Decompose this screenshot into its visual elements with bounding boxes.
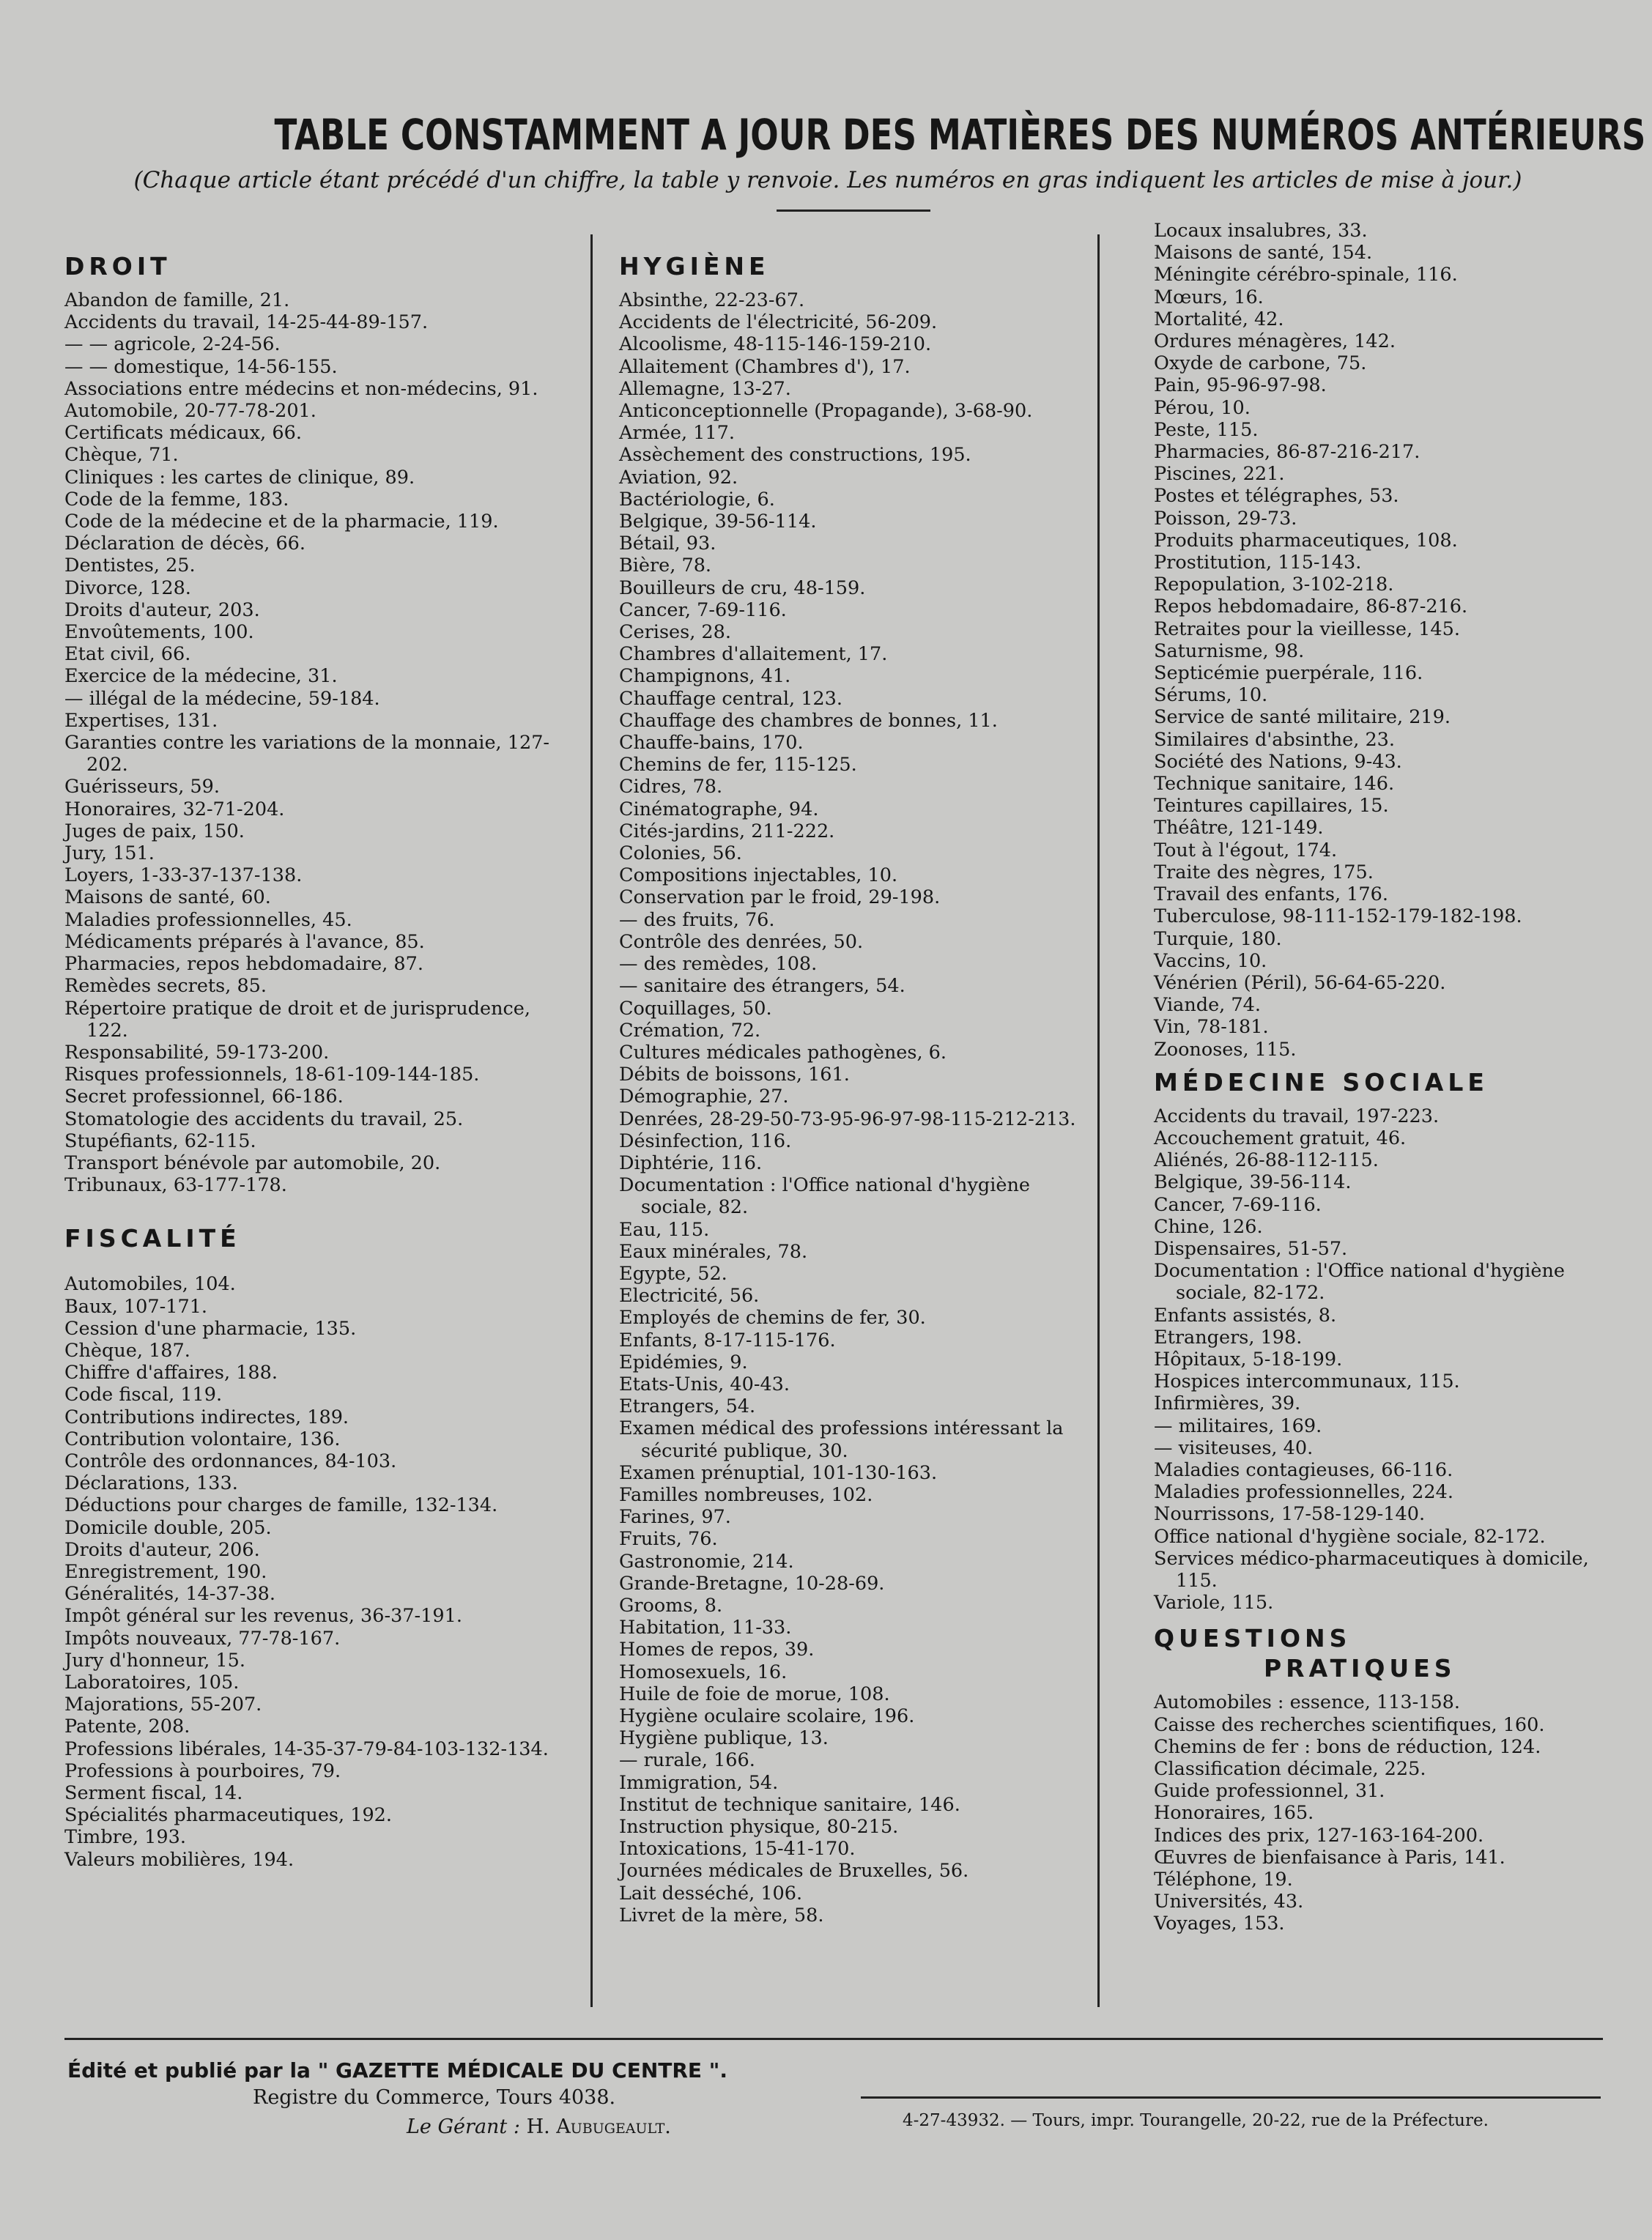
index-entry: Septicémie puerpérale, 116. — [1154, 662, 1423, 685]
index-entry: Homes de repos, 39. — [619, 1639, 815, 1661]
index-entry: Fruits, 76. — [619, 1528, 718, 1551]
index-entry: Bière, 78. — [619, 555, 712, 577]
index-entry: Documentation : l'Office national d'hygiène sociale, 82. — [619, 1174, 1030, 1219]
index-entry: Téléphone, 19. — [1154, 1869, 1293, 1891]
title-rule — [777, 209, 930, 212]
index-entry: Chèque, 71. — [64, 444, 179, 467]
index-entry: Déclarations, 133. — [64, 1472, 238, 1495]
column-divider — [1097, 234, 1100, 2007]
section-heading-questions: QUESTIONS — [1154, 1624, 1352, 1653]
index-entry: Cession d'une pharmacie, 135. — [64, 1317, 357, 1340]
footer-rule — [64, 2038, 1603, 2040]
index-entry: Immigration, 54. — [619, 1771, 779, 1794]
index-entry: Traite des nègres, 175. — [1154, 861, 1374, 883]
index-entry: Hygiène oculaire scolaire, 196. — [619, 1705, 915, 1727]
index-entry: Cinématographe, 94. — [619, 798, 819, 820]
index-entry: Répertoire pratique de droit et de jurisprudence, 122. — [64, 997, 530, 1042]
index-entry: Grande-Bretagne, 10-28-69. — [619, 1572, 885, 1595]
index-entry: Transport bénévole par automobile, 20. — [64, 1151, 441, 1174]
index-entry: Médicaments préparés à l'avance, 85. — [64, 930, 425, 953]
index-entry: Compositions injectables, 10. — [619, 864, 898, 887]
index-entry: Contrôle des denrées, 50. — [619, 930, 864, 953]
index-entry: Stomatologie des accidents du travail, 25. — [64, 1108, 464, 1130]
index-entry: Repos hebdomadaire, 86-87-216. — [1154, 596, 1468, 618]
index-entry: Chauffage des chambres de bonnes, 11. — [619, 709, 998, 732]
index-entry: Pérou, 10. — [1154, 396, 1251, 419]
index-entry: Enregistrement, 190. — [64, 1560, 267, 1583]
index-entry: Chauffe-bains, 170. — [619, 732, 804, 754]
index-entry: Chambres d'allaitement, 17. — [619, 643, 888, 666]
index-entry: Conservation par le froid, 29-198. — [619, 886, 941, 909]
index-entry: — des fruits, 76. — [619, 908, 775, 931]
index-entry: Chine, 126. — [1154, 1215, 1263, 1238]
index-entry: Baux, 107-171. — [64, 1295, 208, 1318]
index-entry: Jury d'honneur, 15. — [64, 1649, 245, 1672]
section-heading-medecine-sociale: MÉDECINE SOCIALE — [1154, 1067, 1489, 1097]
index-entry: Envoûtements, 100. — [64, 621, 254, 644]
index-entry: Contribution volontaire, 136. — [64, 1428, 341, 1450]
index-entry: Belgique, 39-56-114. — [1154, 1171, 1352, 1194]
index-entry: Turquie, 180. — [1154, 927, 1282, 950]
index-entry: Poisson, 29-73. — [1154, 507, 1297, 530]
index-entry: Maladies professionnelles, 224. — [1154, 1481, 1453, 1504]
index-entry: Mortalité, 42. — [1154, 308, 1284, 330]
index-entry: Code fiscal, 119. — [64, 1384, 223, 1406]
index-entry: Pharmacies, 86-87-216-217. — [1154, 441, 1421, 464]
index-entry: Classification décimale, 225. — [1154, 1758, 1426, 1780]
index-entry: Exercice de la médecine, 31. — [64, 665, 338, 688]
index-entry: Livret de la mère, 58. — [619, 1904, 824, 1926]
index-entry: Peste, 115. — [1154, 418, 1259, 441]
index-entry: Employés de chemins de fer, 30. — [619, 1307, 926, 1329]
index-entry: Accouchement gratuit, 46. — [1154, 1127, 1407, 1149]
index-entry: Allaitement (Chambres d'), 17. — [619, 355, 911, 378]
index-entry: Technique sanitaire, 146. — [1154, 773, 1395, 796]
index-entry: Stupéfiants, 62-115. — [64, 1130, 256, 1152]
column-divider — [590, 234, 593, 2007]
index-entry: Huile de foie de morue, 108. — [619, 1683, 890, 1705]
index-entry: Professions libérales, 14-35-37-79-84-103-132-134. — [64, 1738, 549, 1760]
section-questions-pratiques — [1154, 1691, 1630, 1935]
index-entry: Chemins de fer, 115-125. — [619, 754, 857, 776]
index-entry: Assèchement des constructions, 195. — [619, 444, 971, 467]
index-entry: — visiteuses, 40. — [1154, 1436, 1314, 1459]
index-entry: Hospices intercommunaux, 115. — [1154, 1371, 1460, 1393]
index-entry: Cidres, 78. — [619, 776, 723, 798]
index-entry: Electricité, 56. — [619, 1285, 760, 1308]
index-entry: Cités-jardins, 211-222. — [619, 820, 835, 842]
index-entry: Denrées, 28-29-50-73-95-96-97-98-115-212-213. — [619, 1108, 1076, 1130]
index-entry: Hôpitaux, 5-18-199. — [1154, 1348, 1343, 1371]
index-entry: Voyages, 153. — [1154, 1913, 1285, 1935]
section-fiscalite — [64, 1273, 577, 1870]
index-entry: Absinthe, 22-23-67. — [619, 289, 805, 311]
index-entry: Instruction physique, 80-215. — [619, 1816, 899, 1839]
index-entry: Professions à pourboires, 79. — [64, 1759, 341, 1782]
index-entry: Honoraires, 165. — [1154, 1802, 1314, 1825]
index-entry: Automobiles, 104. — [64, 1273, 236, 1296]
index-entry: Chèque, 187. — [64, 1339, 190, 1362]
index-entry: Déductions pour charges de famille, 132-134. — [64, 1494, 498, 1517]
index-entry: Laboratoires, 105. — [64, 1671, 240, 1694]
index-entry: Divorce, 128. — [64, 576, 191, 599]
index-entry: Démographie, 27. — [619, 1086, 789, 1108]
index-entry: Oxyde de carbone, 75. — [1154, 352, 1367, 375]
index-entry: Ordures ménagères, 142. — [1154, 330, 1396, 353]
index-entry: Code de la femme, 183. — [64, 488, 289, 511]
index-entry: Caisse des recherches scientifiques, 160. — [1154, 1713, 1545, 1736]
section-heading-hygiene: HYGIÈNE — [619, 252, 770, 281]
index-entry: Variole, 115. — [1154, 1592, 1274, 1614]
index-entry: Bouilleurs de cru, 48-159. — [619, 576, 866, 599]
index-entry: Dispensaires, 51-57. — [1154, 1237, 1348, 1260]
index-entry: Désinfection, 116. — [619, 1130, 792, 1152]
index-entry: Service de santé militaire, 219. — [1154, 706, 1451, 729]
index-entry: Produits pharmaceutiques, 108. — [1154, 529, 1458, 552]
index-entry: Farines, 97. — [619, 1506, 731, 1529]
index-entry: — — agricole, 2-24-56. — [64, 333, 281, 356]
registry-line: Registre du Commerce, Tours 4038. — [253, 2086, 616, 2109]
index-entry: — rurale, 166. — [619, 1749, 755, 1772]
column-2 — [619, 220, 1095, 1926]
index-entry: Egypte, 52. — [619, 1262, 727, 1285]
index-entry: Chiffre d'affaires, 188. — [64, 1362, 278, 1384]
index-entry: Secret professionnel, 66-186. — [64, 1086, 344, 1108]
index-entry: Vin, 78-181. — [1154, 1016, 1269, 1039]
index-entry: Spécialités pharmaceutiques, 192. — [64, 1804, 392, 1827]
printer-line: 4-27-43932. — Tours, impr. Tourangelle, 20-22, rue de la Préfecture. — [903, 2111, 1489, 2130]
section-heading-pratiques: PRATIQUES — [1264, 1654, 1456, 1683]
index-entry: Cultures médicales pathogènes, 6. — [619, 1041, 947, 1064]
index-entry: Anticonceptionnelle (Propagande), 3-68-90. — [619, 400, 1033, 423]
index-entry: Débits de boissons, 161. — [619, 1064, 850, 1086]
index-entry: Contrôle des ordonnances, 84-103. — [64, 1450, 397, 1472]
index-entry: Valeurs mobilières, 194. — [64, 1848, 295, 1871]
section-heading-fiscalite: FISCALITÉ — [64, 1224, 241, 1253]
index-entry: Postes et télégraphes, 53. — [1154, 485, 1399, 508]
index-entry: Zoonoses, 115. — [1154, 1038, 1297, 1061]
index-entry: Droits d'auteur, 206. — [64, 1538, 260, 1561]
index-entry: Tout à l'égout, 174. — [1154, 839, 1338, 861]
index-entry: Serment fiscal, 14. — [64, 1782, 243, 1804]
index-entry: Eaux minérales, 78. — [619, 1240, 808, 1263]
index-entry: Aviation, 92. — [619, 466, 738, 489]
index-entry: Similaires d'absinthe, 23. — [1154, 728, 1395, 751]
index-entry: Armée, 117. — [619, 422, 735, 445]
index-entry: Epidémies, 9. — [619, 1351, 748, 1373]
index-entry: Pain, 95-96-97-98. — [1154, 374, 1327, 397]
index-entry: Universités, 43. — [1154, 1891, 1304, 1913]
index-entry: Cancer, 7-69-116. — [619, 598, 787, 621]
index-entry: Etats-Unis, 40-43. — [619, 1373, 790, 1395]
index-entry: — militaires, 169. — [1154, 1414, 1322, 1437]
index-entry: Intoxications, 15-41-170. — [619, 1838, 856, 1861]
index-entry: Loyers, 1-33-37-137-138. — [64, 864, 303, 887]
index-entry: Coquillages, 50. — [619, 997, 772, 1020]
index-entry: Guide professionnel, 31. — [1154, 1780, 1385, 1803]
index-entry: Nourrissons, 17-58-129-140. — [1154, 1503, 1426, 1526]
index-entry: Enfants, 8-17-115-176. — [619, 1329, 836, 1351]
index-entry: Habitation, 11-33. — [619, 1617, 792, 1639]
index-entry: Accidents du travail, 197-223. — [1154, 1105, 1440, 1127]
index-entry: Chauffage central, 123. — [619, 687, 842, 710]
printer-rule — [861, 2096, 1601, 2099]
index-entry: Responsabilité, 59-173-200. — [64, 1041, 330, 1064]
index-entry: — des remèdes, 108. — [619, 953, 818, 976]
index-entry: Cancer, 7-69-116. — [1154, 1193, 1322, 1216]
index-entry: Pharmacies, repos hebdomadaire, 87. — [64, 953, 423, 976]
index-entry: Chemins de fer : bons de réduction, 124. — [1154, 1735, 1541, 1758]
index-entry: Maladies contagieuses, 66-116. — [1154, 1458, 1453, 1481]
index-entry: Etrangers, 54. — [619, 1395, 756, 1418]
index-entry: Journées médicales de Bruxelles, 56. — [619, 1860, 969, 1883]
index-entry: Patente, 208. — [64, 1716, 190, 1738]
index-entry: Déclaration de décès, 66. — [64, 533, 306, 555]
index-entry: Certificats médicaux, 66. — [64, 422, 302, 445]
page-title: TABLE CONSTAMMENT A JOUR DES MATIÈRES DES NUMÉROS ANTÉRIEURS — [274, 110, 1646, 160]
index-entry: Office national d'hygiène sociale, 82-172. — [1154, 1525, 1546, 1548]
index-entry: Hygiène publique, 13. — [619, 1727, 829, 1750]
index-entry: Société des Nations, 9-43. — [1154, 750, 1402, 773]
index-entry: Infirmières, 39. — [1154, 1392, 1301, 1415]
index-entry: — — domestique, 14-56-155. — [64, 355, 338, 378]
index-entry: Accidents du travail, 14-25-44-89-157. — [64, 311, 429, 334]
index-entry: Gastronomie, 214. — [619, 1550, 794, 1573]
index-entry: Enfants assistés, 8. — [1154, 1304, 1337, 1327]
index-entry: Tribunaux, 63-177-178. — [64, 1174, 287, 1197]
index-entry: Homosexuels, 16. — [619, 1661, 788, 1683]
index-entry: Repopulation, 3-102-218. — [1154, 574, 1394, 596]
index-entry: Cliniques : les cartes de clinique, 89. — [64, 466, 415, 489]
index-entry: Impôts nouveaux, 77-78-167. — [64, 1627, 341, 1650]
section-medecine-sociale — [1154, 1105, 1630, 1614]
index-entry: Travail des enfants, 176. — [1154, 883, 1388, 906]
index-entry: Vénérien (Péril), 56-64-65-220. — [1154, 971, 1446, 994]
index-entry: Majorations, 55-207. — [64, 1694, 262, 1716]
index-entry: Services médico-pharmaceutiques à domicile, 115. — [1154, 1547, 1589, 1592]
index-entry: Piscines, 221. — [1154, 463, 1285, 486]
index-entry: Aliénés, 26-88-112-115. — [1154, 1149, 1379, 1172]
index-entry: Diphtérie, 116. — [619, 1151, 763, 1174]
index-entry: Colonies, 56. — [619, 842, 742, 865]
index-entry: Saturnisme, 98. — [1154, 639, 1305, 662]
index-entry: Œuvres de bienfaisance à Paris, 141. — [1154, 1846, 1505, 1869]
section-hygiene — [619, 289, 1095, 1926]
index-entry: Timbre, 193. — [64, 1826, 186, 1849]
index-entry: Cerises, 28. — [619, 621, 731, 644]
index-entry: Maisons de santé, 60. — [64, 886, 271, 909]
index-entry: Prostitution, 115-143. — [1154, 552, 1362, 574]
index-entry: Locaux insalubres, 33. — [1154, 220, 1368, 242]
index-entry: Guérisseurs, 59. — [64, 776, 220, 798]
index-entry: Documentation : l'Office national d'hygiène sociale, 82-172. — [1154, 1260, 1565, 1305]
index-entry: Teintures capillaires, 15. — [1154, 795, 1389, 817]
index-entry: Eau, 115. — [619, 1218, 710, 1241]
index-entry: Allemagne, 13-27. — [619, 377, 791, 400]
index-entry: Automobile, 20-77-78-201. — [64, 400, 316, 423]
column-3 — [1154, 220, 1630, 1935]
index-entry: Risques professionnels, 18-61-109-144-185. — [64, 1064, 480, 1086]
publisher-line: Édité et publié par la " GAZETTE MÉDICALE DU CENTRE ". — [67, 2058, 728, 2083]
index-entry: Honoraires, 32-71-204. — [64, 798, 285, 820]
index-entry: Remèdes secrets, 85. — [64, 975, 267, 998]
index-entry: Etat civil, 66. — [64, 643, 191, 666]
index-entry: Belgique, 39-56-114. — [619, 511, 817, 533]
index-entry: Etrangers, 198. — [1154, 1326, 1303, 1349]
index-entry: — illégal de la médecine, 59-184. — [64, 687, 380, 710]
index-entry: Accidents de l'électricité, 56-209. — [619, 311, 938, 334]
index-entry: Tuberculose, 98-111-152-179-182-198. — [1154, 905, 1522, 928]
section-heading-droit: DROIT — [64, 252, 171, 281]
index-entry: Garanties contre les variations de la monnaie, 127-202. — [64, 732, 550, 776]
index-entry: — sanitaire des étrangers, 54. — [619, 975, 905, 998]
index-entry: Jury, 151. — [64, 842, 155, 865]
index-entry: Alcoolisme, 48-115-146-159-210. — [619, 333, 932, 356]
index-entry: Mœurs, 16. — [1154, 286, 1264, 308]
page-subtitle: (Chaque article étant précédé d'un chiffre, la table y renvoie. Les numéros en gras indiquent les articles de mise à jour.) — [133, 167, 1522, 193]
index-entry: Maladies professionnelles, 45. — [64, 908, 352, 931]
index-entry: Expertises, 131. — [64, 709, 218, 732]
index-entry: Généralités, 14-37-38. — [64, 1583, 275, 1606]
index-entry: Institut de technique sanitaire, 146. — [619, 1793, 960, 1816]
index-entry: Crémation, 72. — [619, 1019, 761, 1042]
index-entry: Automobiles : essence, 113-158. — [1154, 1691, 1461, 1714]
index-entry: Retraites pour la vieillesse, 145. — [1154, 618, 1460, 640]
index-entry: Vaccins, 10. — [1154, 949, 1267, 972]
section-droit — [64, 289, 577, 1196]
section-hygiene-continued — [1154, 220, 1630, 1061]
index-entry: Indices des prix, 127-163-164-200. — [1154, 1824, 1484, 1847]
index-entry: Lait desséché, 106. — [619, 1882, 803, 1905]
index-entry: Examen prénuptial, 101-130-163. — [619, 1461, 938, 1484]
index-entry: Grooms, 8. — [619, 1594, 723, 1617]
index-entry: Domicile double, 205. — [64, 1516, 272, 1539]
index-entry: Examen médical des professions intéressant la sécurité publique, 30. — [619, 1417, 1064, 1462]
gerant-label: Le Gérant : — [407, 2115, 520, 2138]
index-entry: Sérums, 10. — [1154, 684, 1268, 707]
index-entry: Code de la médecine et de la pharmacie, 119. — [64, 511, 499, 533]
index-entry: Associations entre médecins et non-médecins, 91. — [64, 377, 538, 400]
index-entry: Impôt général sur les revenus, 36-37-191. — [64, 1605, 462, 1628]
index-entry: Bactériologie, 6. — [619, 488, 775, 511]
index-entry: Maisons de santé, 154. — [1154, 242, 1373, 264]
index-entry: Familles nombreuses, 102. — [619, 1483, 873, 1506]
index-entry: Champignons, 41. — [619, 665, 791, 688]
gerant-name: H. Aubugeault. — [526, 2115, 671, 2138]
index-entry: Contributions indirectes, 189. — [64, 1406, 349, 1428]
gerant-line — [407, 2115, 671, 2138]
index-entry: Théâtre, 121-149. — [1154, 817, 1324, 839]
index-entry: Dentistes, 25. — [64, 555, 196, 577]
index-entry: Abandon de famille, 21. — [64, 289, 290, 311]
index-entry: Méningite cérébro-spinale, 116. — [1154, 264, 1458, 286]
index-entry: Bétail, 93. — [619, 533, 716, 555]
index-entry: Juges de paix, 150. — [64, 820, 245, 842]
index-entry: Viande, 74. — [1154, 994, 1261, 1017]
column-1 — [64, 220, 577, 1871]
index-entry: Droits d'auteur, 203. — [64, 598, 260, 621]
